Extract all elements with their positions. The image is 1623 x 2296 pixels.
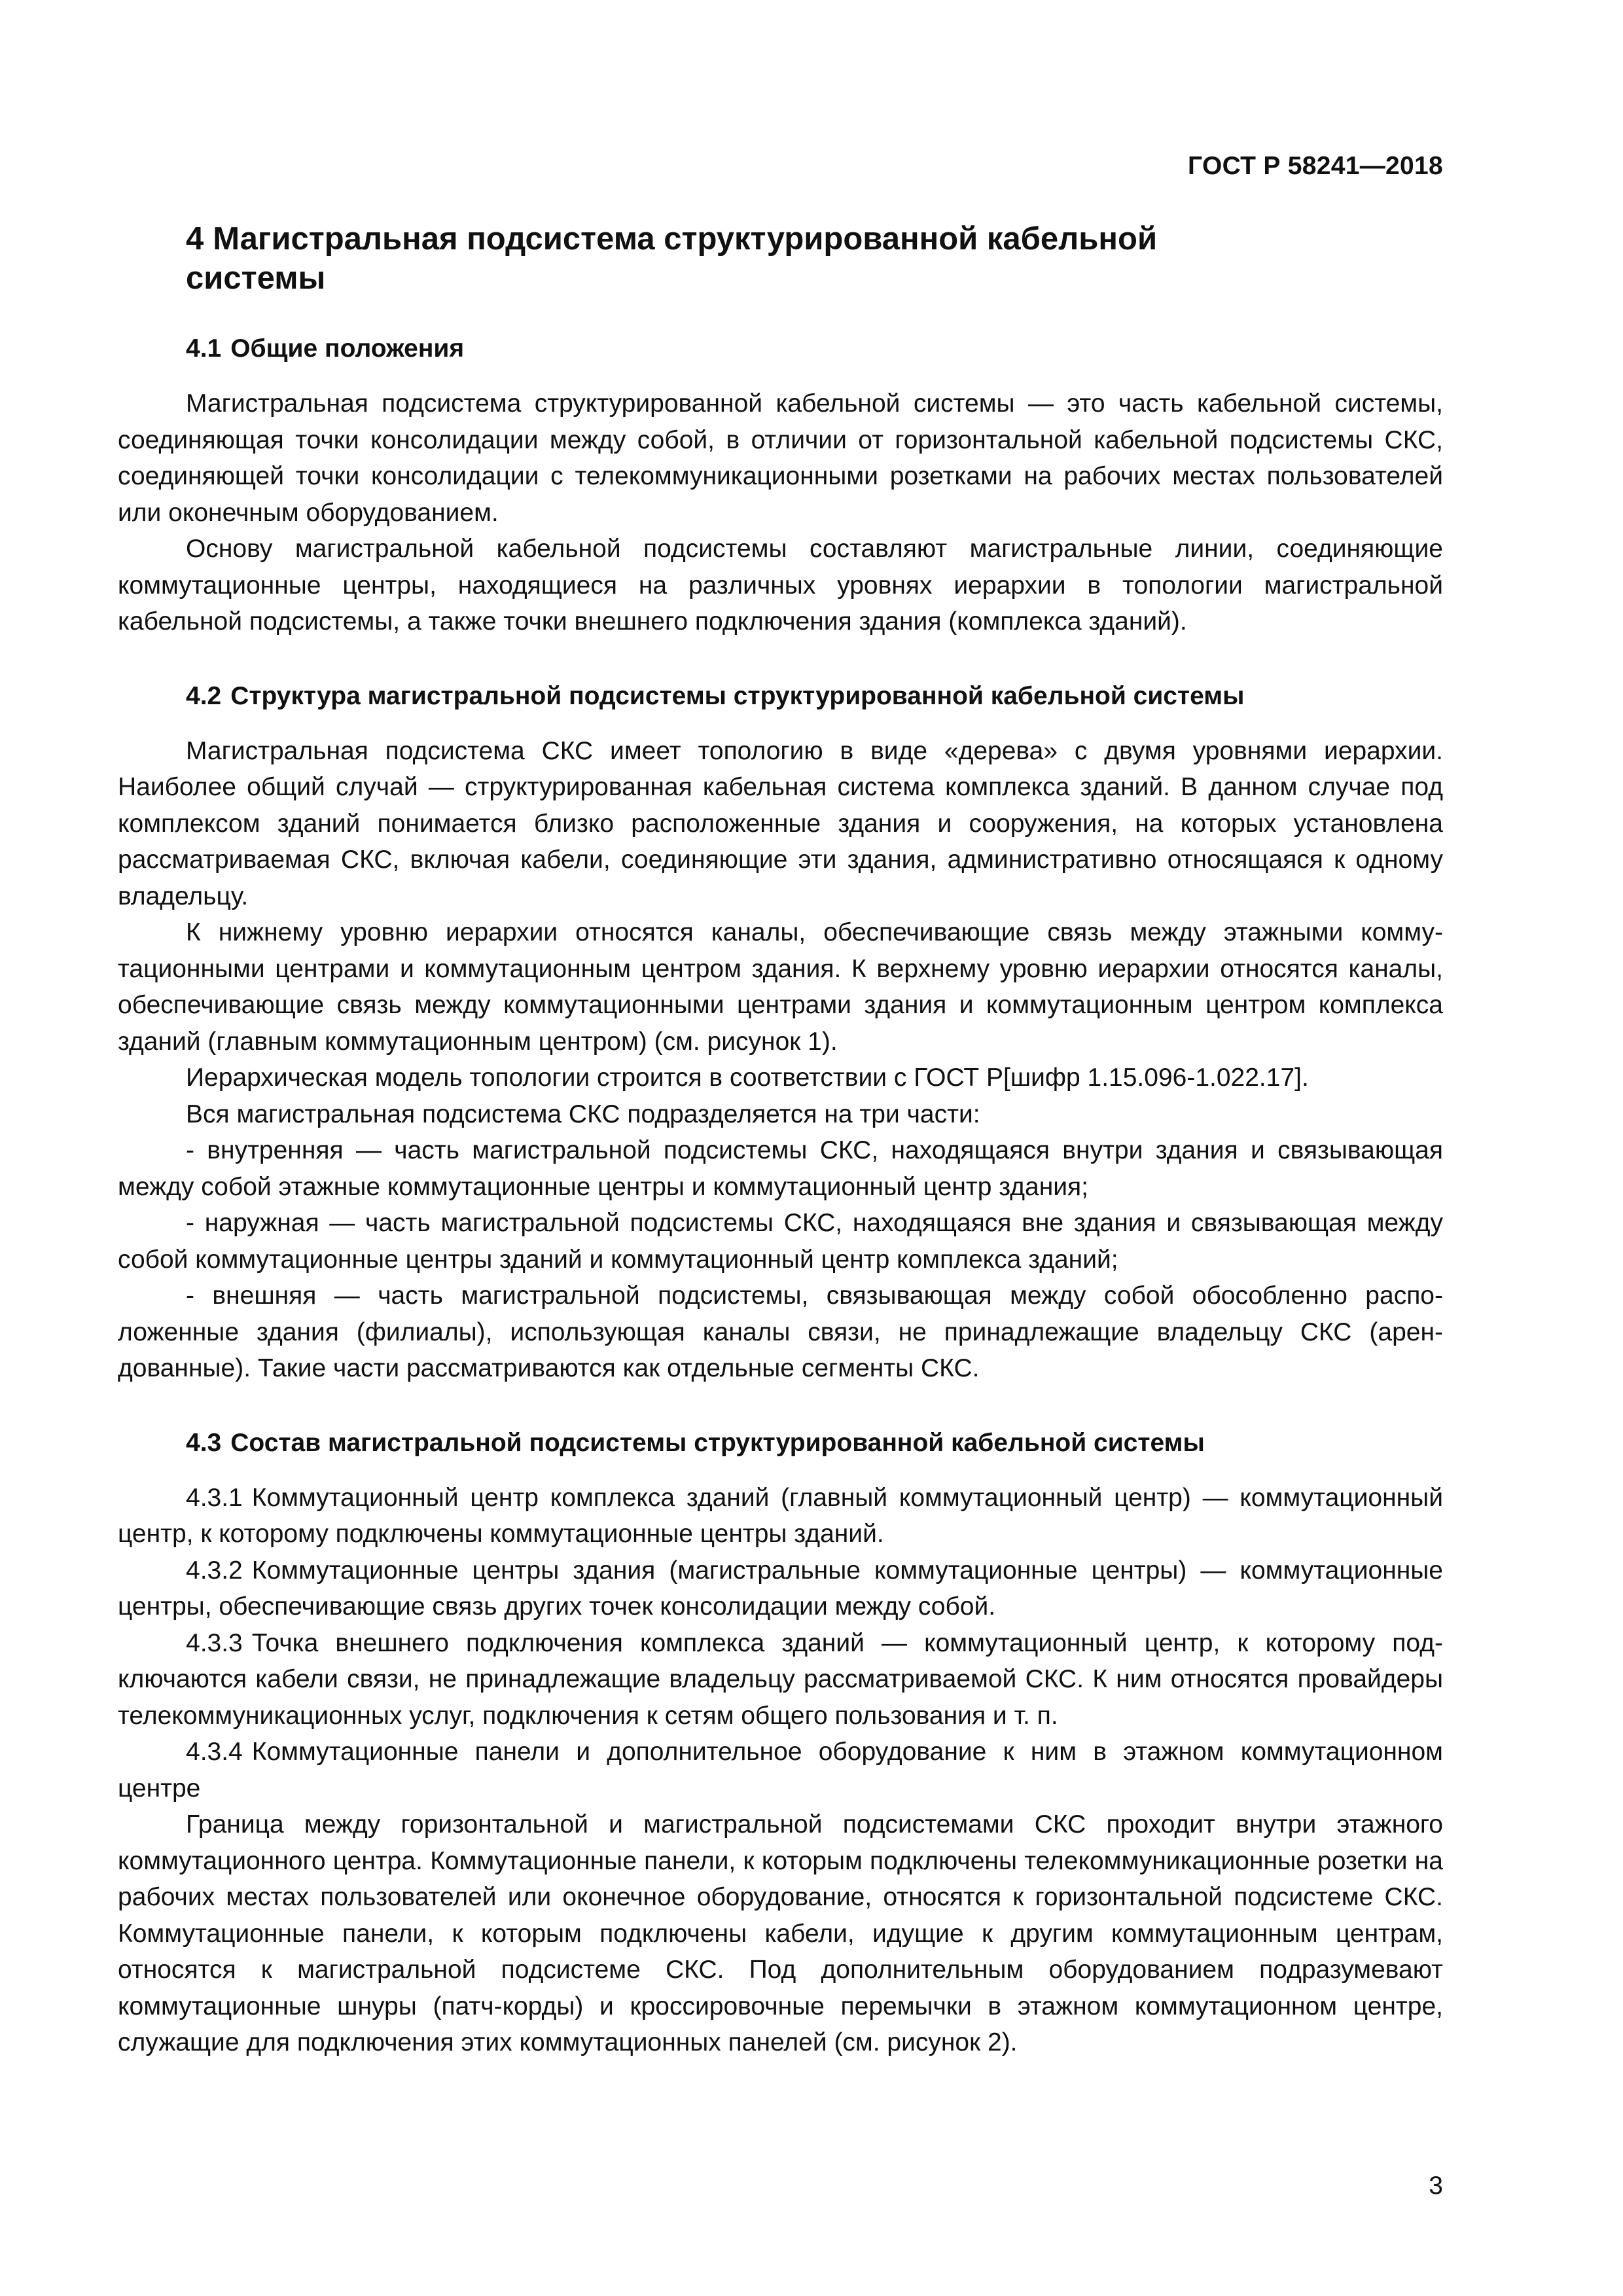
subsection-number: 4.3 (186, 1428, 222, 1457)
list-item: - внешняя — часть магистральной подсистемы, связывающая между собой обособленно расположенные здания (филиалы), использующая каналы связи, не принадлежащие владельцу СКС (арендованные). Такие части рассматриваются как отдельные сегменты СКС. (118, 1282, 1443, 1382)
paragraph: К нижнему уровню иерархии относятся каналы, обеспечивающие связь между этажными коммутационными центрами и коммутационным центром здания. К верхнему уровню иерархии относятся каналы, обеспечивающие связь между коммутационными центрами здания и коммутационным центром комплекса зданий (главным коммутационным центром) (см. рисунок 1). (118, 918, 1443, 1056)
paragraph: Иерархическая модель топологии строится в соответствии с ГОСТ Р[шифр 1.15.096-1.022.17]. (186, 1064, 1309, 1092)
clause-paragraph (118, 1625, 1443, 1734)
clause-paragraph (118, 1480, 1443, 1552)
document-code: ГОСТ Р 58241—2018 (1188, 152, 1443, 180)
page-number: 3 (1429, 2172, 1443, 2200)
page-content (118, 219, 1443, 2061)
subsection-number: 4.1 (186, 334, 222, 363)
subsection-title-4-3 (186, 1426, 1443, 1460)
clause-text: Коммутационный центр комплекса зданий (главный коммутационный центр) — коммутационный центр, к которому подключены коммутационные центры зданий. (118, 1483, 1443, 1548)
section-title (186, 219, 1168, 298)
list-item: - внутренняя — часть магистральной подсистемы СКС, находящаяся внутри здания и связывающая между собой этажные коммутационные центры и коммутационный центр здания; (118, 1136, 1443, 1201)
subsection-title-text: Общие положения (230, 334, 465, 363)
section-title-text: Магистральная подсистема структурированной кабельной системы (186, 221, 1158, 296)
clause-number: 4.3.4 (186, 1738, 243, 1766)
paragraph: Магистральная подсистема структурированной кабельной системы — это часть кабельной системы, соединяющая точки консолидации между собой, в отличии от горизонтальной кабельной подсистемы СКС, соединяющей точки консолидации с телекоммуникационными розетками на рабочих местах пользователей или оконечным оборудованием. (118, 389, 1443, 527)
clause-number: 4.3.2 (186, 1556, 243, 1585)
subsection-title-text: Состав магистральной подсистемы структурированной кабельной системы (230, 1428, 1205, 1457)
paragraph: Вся магистральная подсистема СКС подразделяется на три части: (186, 1100, 980, 1128)
subsection-title-text: Структура магистральной подсистемы структурированной кабельной системы (230, 681, 1245, 710)
list-item: - наружная — часть магистральной подсистемы СКС, находящаяся вне здания и связывающая между собой коммутационные центры зданий и коммутационный центр комплекса зданий; (118, 1209, 1443, 1274)
section-number: 4 (186, 221, 204, 257)
clause-text: Коммутационные центры здания (магистральные коммутационные центры) — коммутационные центры, обеспечивающие связь других точек консолидации между собой. (118, 1556, 1443, 1621)
clause-paragraph (118, 1552, 1443, 1625)
clause-paragraph (118, 1734, 1443, 1806)
clause-number: 4.3.3 (186, 1628, 243, 1657)
clause-number: 4.3.1 (186, 1483, 243, 1512)
subsection-number: 4.2 (186, 681, 222, 710)
paragraph: Магистральная подсистема СКС имеет топологию в виде «дерева» с двумя уровнями иерархии. Наиболее общий случай — структурированная кабельная система комплекса зданий. В данном случае под комплексом зданий понимается близко расположенные здания и сооружения, на которых установлена рассматриваемая СКС, включая кабели, соединяющие эти здания, административно относящаяся к одному владельцу. (118, 736, 1443, 910)
clause-text: Коммутационные панели и дополнительное оборудование к ним в этажном коммутационном центре (118, 1738, 1443, 1803)
paragraph: Основу магистральной кабельной подсистемы составляют магистральные линии, соединяющие коммутационные центры, находящиеся на различных уровнях иерархии в топологии магистральной кабельной подсистемы, а также точки внешнего подключения здания (комплекса зданий). (118, 535, 1443, 636)
paragraph: Граница между горизонтальной и магистральной подсистемами СКС проходит внутри этажного коммутационного центра. Коммутационные панели, к которым подключены телекоммуникационные розетки на рабочих местах пользователей или оконечное оборудование, относятся к горизонтальной подсистеме СКС. Коммутационные панели, к которым подключены кабели, идущие к другим коммутационным центрам, относятся к магистральной подсистеме СКС. Под дополнительным оборудованием подразумевают коммутационные шнуры (патч-корды) и кроссировочные перемычки в этажном коммутационном центре, служащие для подключения этих коммутационных панелей (см. рисунок 2). (118, 1810, 1443, 2056)
clause-text: Точка внешнего подключения комплекса зданий — коммутационный центр, к которому подключаются кабели связи, не принадлежащие владельцу рассматриваемой СКС. К ним относятся провайдеры телекоммуникационных услуг, подключения к сетям общего пользования и т. п. (118, 1628, 1443, 1730)
subsection-title-4-1 (186, 332, 1443, 366)
subsection-title-4-2 (186, 679, 1443, 713)
